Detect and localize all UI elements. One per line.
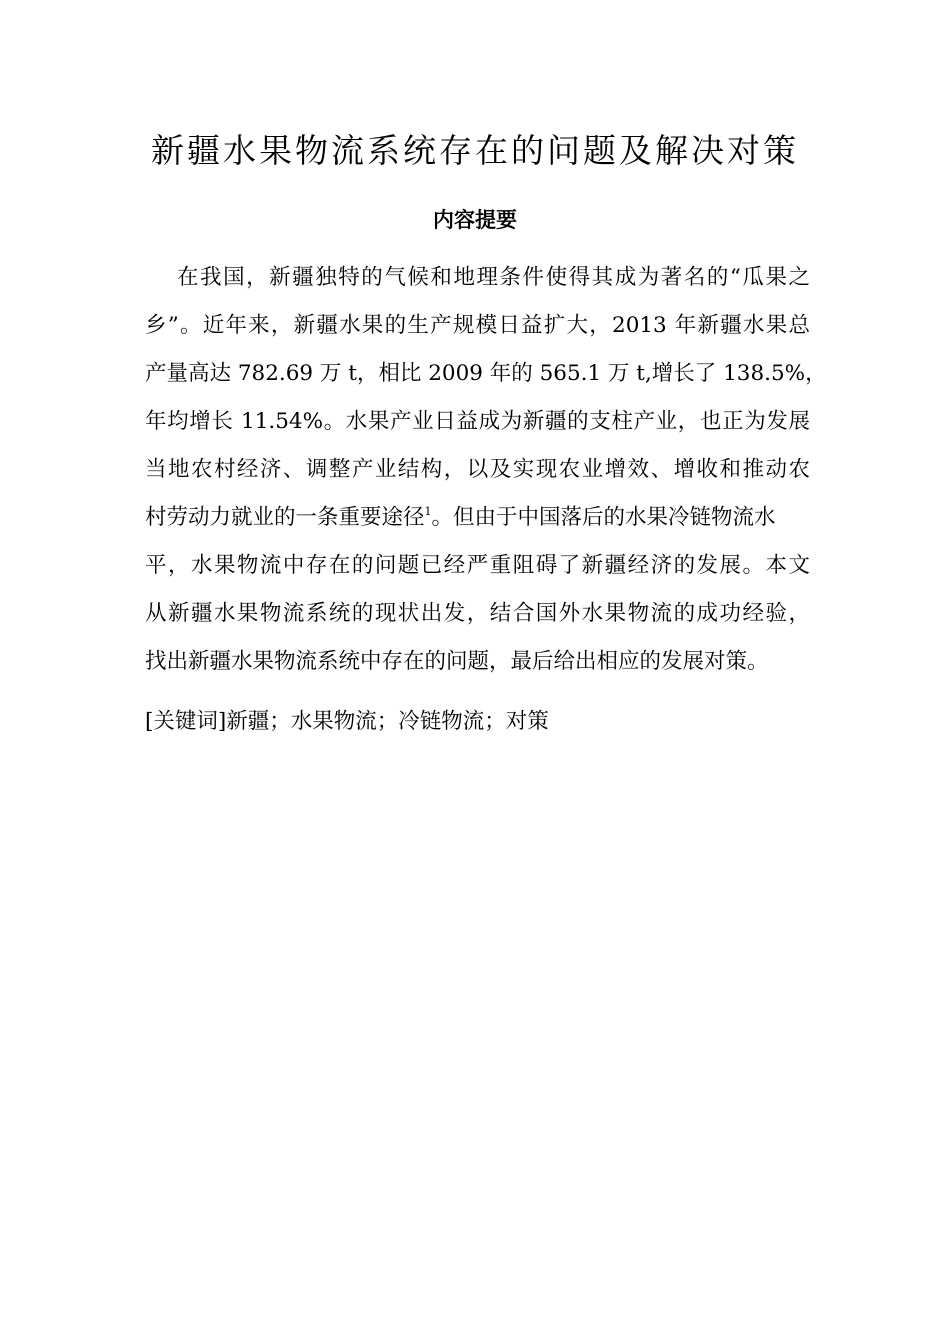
abstract-text: 村劳动力就业的一条重要途径: [145, 505, 425, 530]
abstract-line: 当地农村经济、调整产业结构，以及实现农业增效、增收和推动农: [145, 457, 810, 482]
abstract-line: 在我国，新疆独特的气候和地理条件使得其成为著名的“瓜果之: [177, 265, 810, 290]
keywords-text: 新疆；水果物流；冷链物流；对策: [226, 709, 549, 734]
abstract-line: 年均增长 11.54%。水果产业日益成为新疆的支柱产业，也正为发展: [145, 409, 810, 434]
abstract-line-with-footnote: [145, 494, 810, 542]
abstract-text: 。但由于中国落后的水果冷链物流水: [431, 505, 776, 530]
keywords-label: [关键词]: [145, 709, 227, 734]
keywords: [145, 698, 810, 746]
document-title: 新疆水果物流系统存在的问题及解决对策: [151, 131, 799, 170]
abstract-line: 产量高达 782.69 万 t，相比 2009 年的 565.1 万 t,增长了 138.5%，: [145, 361, 827, 386]
footnote-marker[interactable]: 1: [424, 505, 432, 518]
abstract-line: 乡”。近年来，新疆水果的生产规模日益扩大，2013 年新疆水果总: [145, 313, 810, 338]
abstract-heading: 内容提要: [433, 208, 517, 232]
abstract-line: 平，水果物流中存在的问题已经严重阻碍了新疆经济的发展。本文: [145, 553, 810, 578]
abstract-paragraph: [145, 254, 827, 686]
abstract-line: 找出新疆水果物流系统中存在的问题，最后给出相应的发展对策。: [145, 649, 769, 674]
abstract-line: 从新疆水果物流系统的现状出发，结合国外水果物流的成功经验，: [145, 601, 810, 626]
